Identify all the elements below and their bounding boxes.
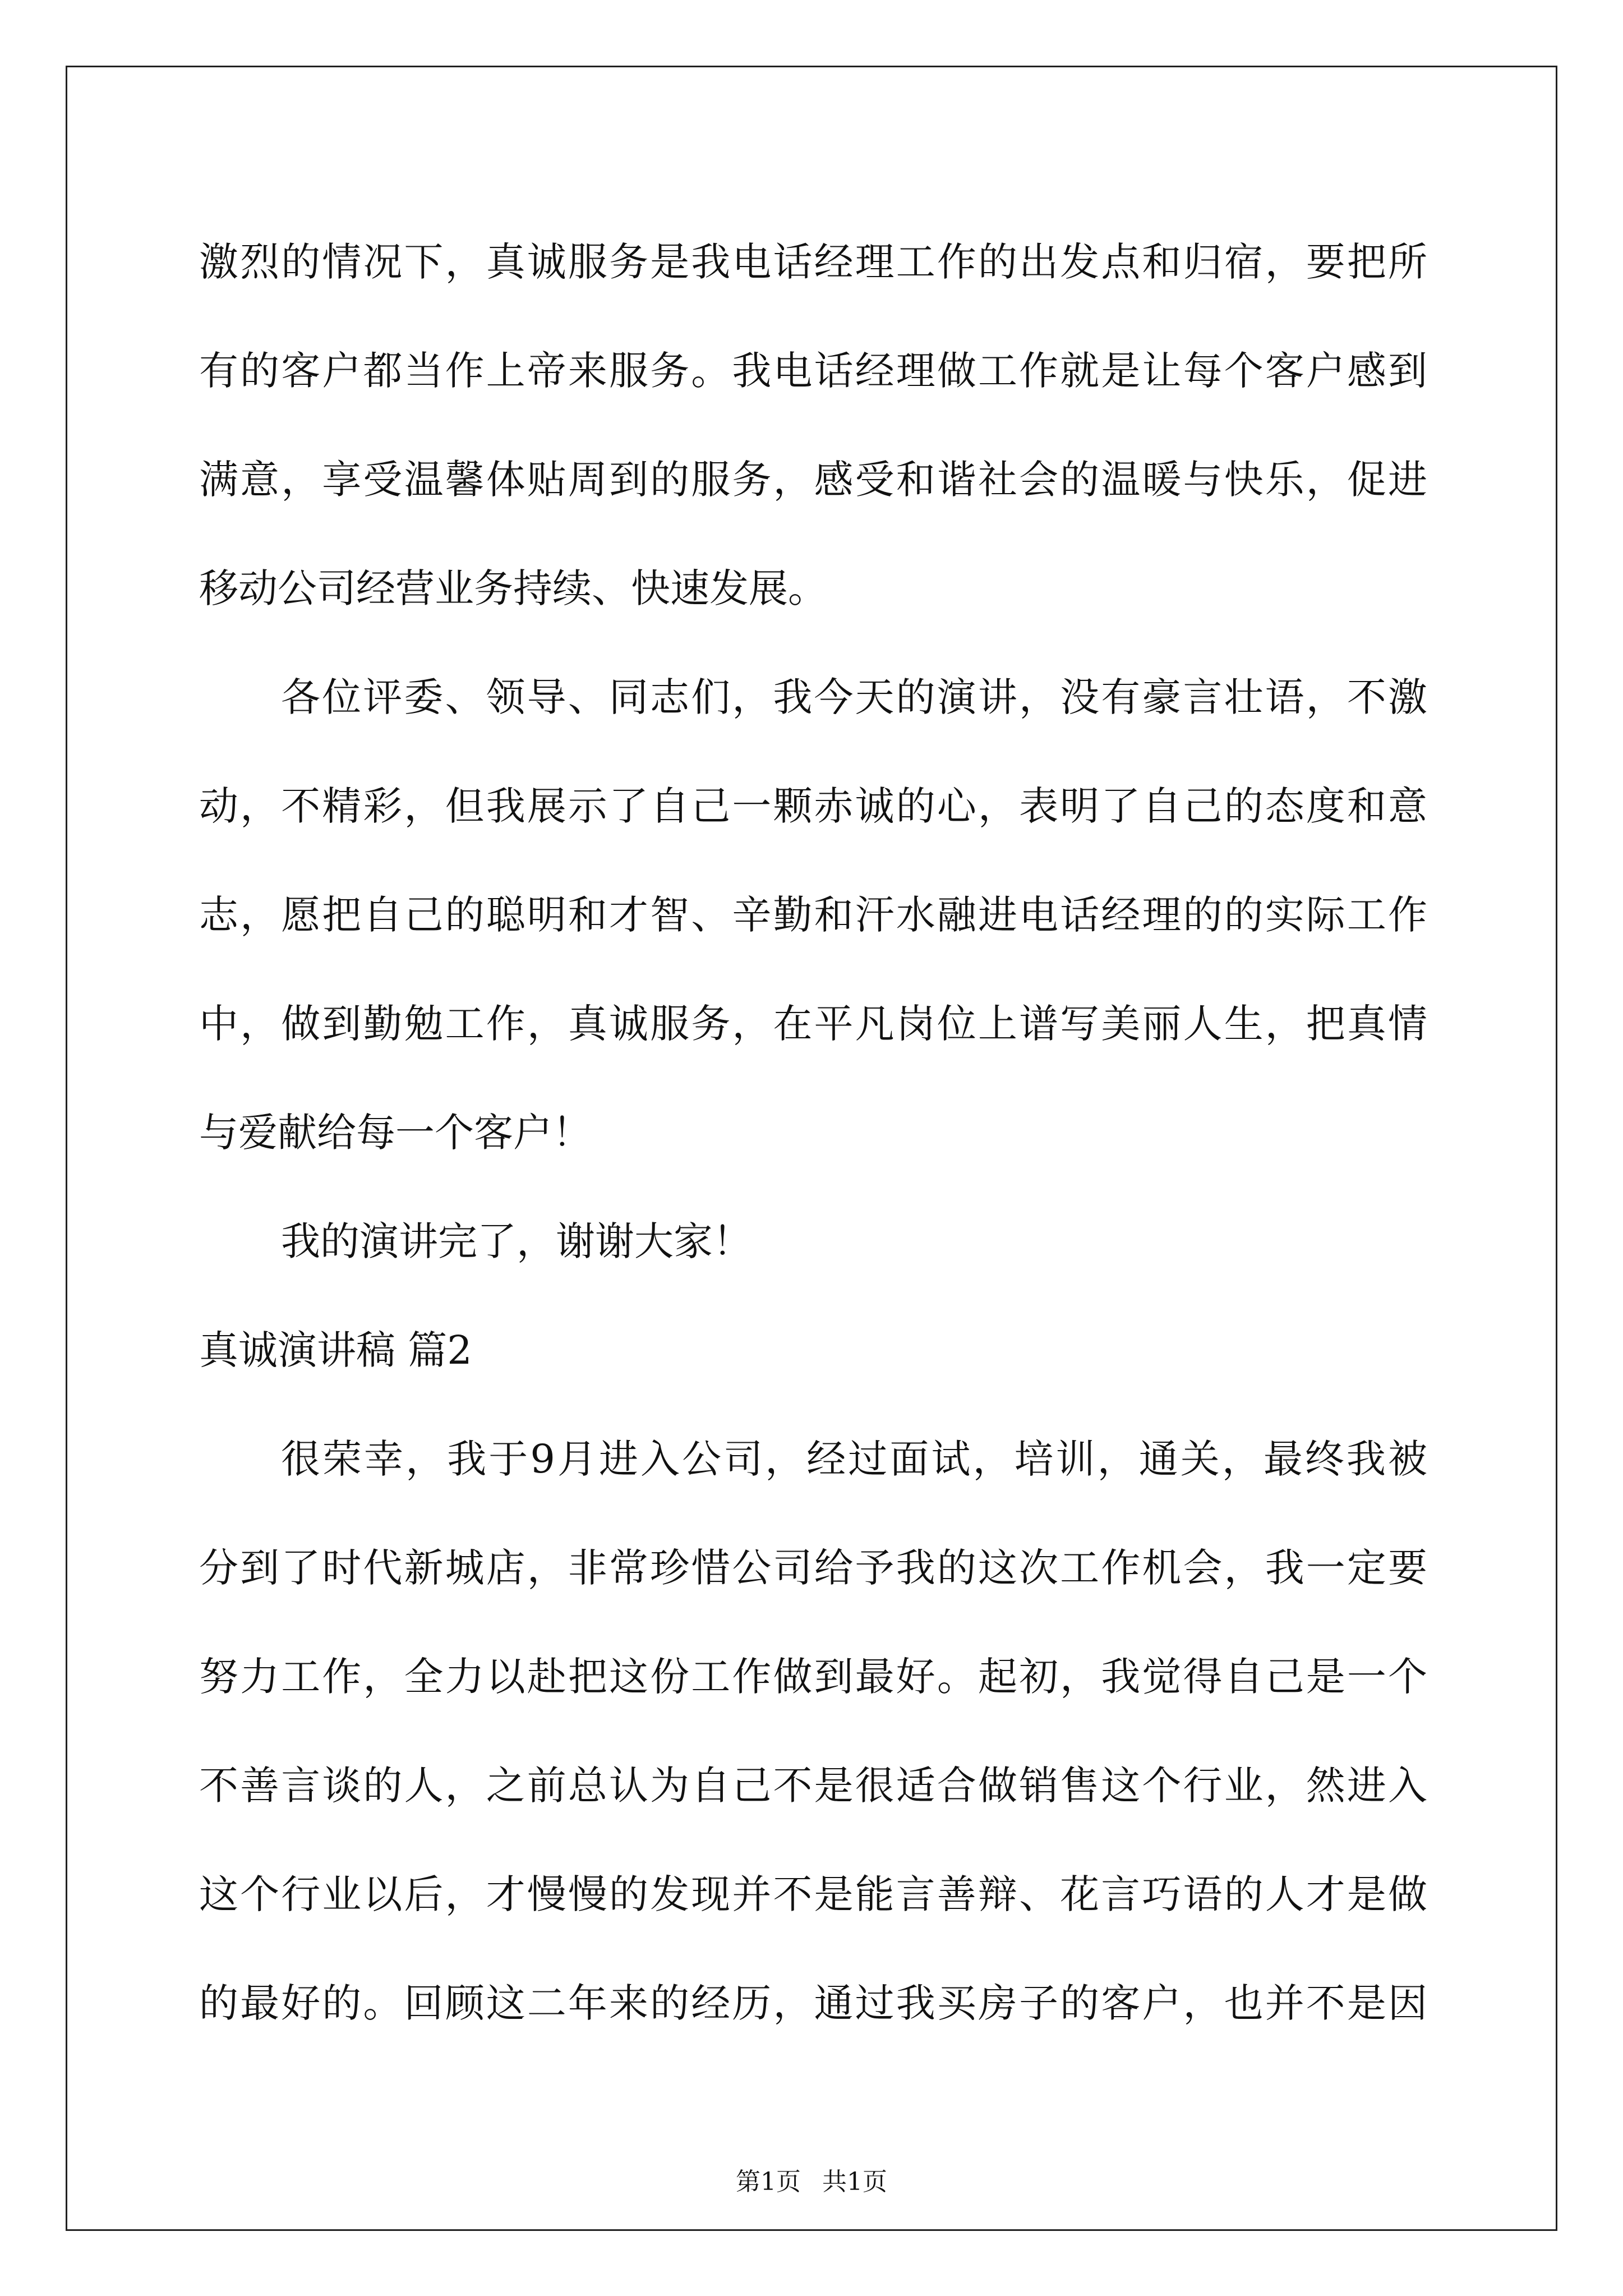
text-line: 这个行业以后，才慢慢的发现并不是能言善辩、花言巧语的人才是做 xyxy=(199,1871,1427,1917)
text-line: 移动公司经营业务持续、快速发展。 xyxy=(199,565,827,611)
page-footer xyxy=(0,2165,1623,2199)
text-line: 努力工作，全力以赴把这份工作做到最好。起初，我觉得自己是一个 xyxy=(199,1654,1427,1700)
text-line: 不善言谈的人，之前总认为自己不是很适合做销售这个行业，然进入 xyxy=(199,1763,1427,1809)
text-line: 很荣幸，我于9月进入公司，经过面试，培训，通关，最终我被 xyxy=(281,1436,1427,1482)
document-body xyxy=(199,208,1427,2058)
section-heading: 真诚演讲稿 篇2 xyxy=(199,1327,472,1373)
text-line: 与爱献给每一个客户！ xyxy=(199,1110,592,1156)
text-line: 有的客户都当作上帝来服务。我电话经理做工作就是让每个客户感到 xyxy=(199,348,1427,394)
text-line: 分到了时代新城店，非常珍惜公司给予我的这次工作机会，我一定要 xyxy=(199,1545,1427,1591)
text-line: 志，愿把自己的聪明和才智、辛勤和汗水融进电话经理的的实际工作 xyxy=(199,892,1427,938)
text-line: 满意，享受温馨体贴周到的服务，感受和谐社会的温暖与快乐，促进 xyxy=(199,457,1427,503)
page-number-current: 第1页 xyxy=(736,2168,801,2196)
text-line: 各位评委、领导、同志们，我今天的演讲，没有豪言壮语，不激 xyxy=(281,674,1427,720)
text-line: 的最好的。回顾这二年来的经历，通过我买房子的客户，也并不是因 xyxy=(199,1980,1427,2026)
page-number-total: 共1页 xyxy=(822,2168,887,2196)
text-line: 我的演讲完了，谢谢大家！ xyxy=(281,1218,752,1264)
text-line: 激烈的情况下，真诚服务是我电话经理工作的出发点和归宿，要把所 xyxy=(199,239,1427,285)
text-line: 中，做到勤勉工作，真诚服务，在平凡岗位上谱写美丽人生，把真情 xyxy=(199,1001,1427,1047)
text-line: 动，不精彩，但我展示了自己一颗赤诚的心，表明了自己的态度和意 xyxy=(199,783,1427,829)
